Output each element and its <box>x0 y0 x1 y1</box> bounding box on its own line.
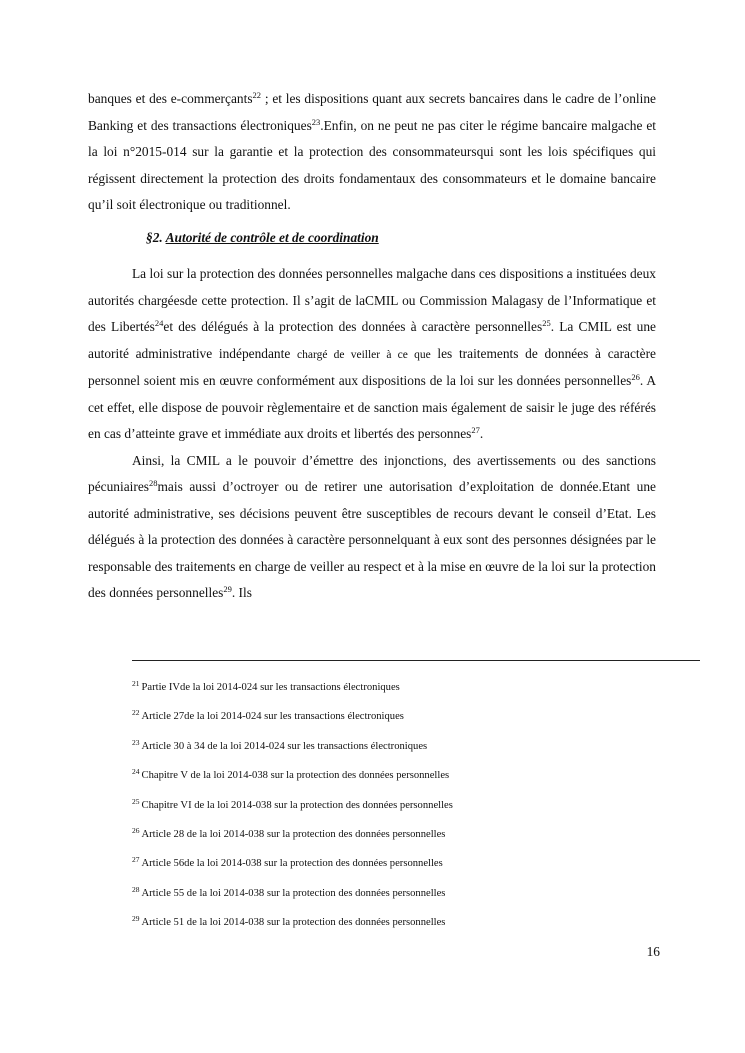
text-run: . Ils <box>231 585 252 600</box>
text-run: banques et des e-commerçants <box>88 91 253 106</box>
footnote-number: 24 <box>132 767 140 777</box>
footnote-text: Article 28 de la loi 2014-038 sur la protection des données personnelles <box>141 828 446 840</box>
section-number: §2. <box>146 229 166 245</box>
text-run: . La CMIL est une autorité administrative indépendante <box>88 319 656 361</box>
text-run: ; et les dispositions quant aux secrets bancaires dans le cadre de l’online Banking et des transactions électroniques <box>88 91 656 133</box>
footnote-text: Article 30 à 34 de la loi 2014-024 sur les transactions électroniques <box>141 740 428 752</box>
footnote-number: 26 <box>132 825 140 835</box>
body-text <box>88 86 656 607</box>
footnote-ref: 26 <box>631 372 640 382</box>
text-run: mais aussi d’octroyer ou de retirer une autorisation d’exploitation de donnée.Etant une autorité administrative, ses décisions peuvent être susceptibles de recours devant le conseil d’Etat. Les délégués à la protection des données à caractère personnelquant à eux sont des personnes désignées par le responsable des traitements en charge de veiller au respect et à la mise en œuvre de la loi sur la protection des données personnelles <box>88 479 656 600</box>
paragraph-1 <box>88 86 656 219</box>
footnote-number: 23 <box>132 737 140 747</box>
footnote <box>132 916 692 945</box>
footnote-number: 28 <box>132 884 140 894</box>
footnote <box>132 681 692 710</box>
footnote-number: 29 <box>132 914 140 924</box>
paragraph-2 <box>88 261 656 448</box>
footnote-number: 22 <box>132 708 140 718</box>
text-run: et des délégués à la protection des données à caractère personnelles <box>163 319 543 334</box>
text-run: . A cet effet, elle dispose de pouvoir règlementaire et de sanction mais également de saisir le juge des référés en cas d’atteinte grave et immédiate aux droits et libertés des personnes <box>88 373 656 441</box>
footnote <box>132 737 692 769</box>
footnote-number: 25 <box>132 796 140 806</box>
footnote-text: Article 51 de la loi 2014-038 sur la protection des données personnelles <box>141 917 446 929</box>
footnote <box>132 769 692 798</box>
footnote-ref: 22 <box>252 90 262 100</box>
footnotes <box>132 681 692 946</box>
text-run-small: chargé de veiller à ce que <box>296 348 431 361</box>
section-title: Autorité de contrôle et de coordination <box>165 229 379 245</box>
footnote-text: Partie IVde la loi 2014-024 sur les transactions électroniques <box>141 682 400 693</box>
section-heading <box>88 225 656 252</box>
footnote-number: 27 <box>132 855 140 865</box>
footnote-ref: 24 <box>154 318 164 328</box>
footnote <box>132 884 692 916</box>
footnote-number: 21 <box>132 679 140 688</box>
page-number: 16 <box>646 944 660 959</box>
footnote <box>132 825 692 857</box>
footnote <box>132 710 692 739</box>
footnote-ref: 27 <box>471 425 480 435</box>
footnote <box>132 796 692 828</box>
text-run: Ainsi, la CMIL a le pouvoir d’émettre des injonctions, des avertissements ou des sanctions pécuniaires <box>88 452 656 494</box>
text-run: .Enfin, on ne peut ne pas citer le régime bancaire malgache et la loi n°2015-014 sur la garantie et la protection des consommateursqui sont les lois spécifiques qui régissent directement la protection des droits fondamentaux des consommateurs et le domaine bancaire qu’il soit électronique ou traditionnel. <box>88 117 656 212</box>
paragraph-3 <box>88 448 656 607</box>
footnote <box>132 857 692 886</box>
footnote-separator <box>132 660 700 661</box>
footnote-ref: 23 <box>311 116 321 127</box>
footnote-text: Chapitre VI de la loi 2014-038 sur la protection des données personnelles <box>141 799 453 811</box>
text-run: La loi sur la protection des données personnelles malgache dans ces dispositions a instituées deux autorités chargéesde cette protection. Il s’agit de laCMIL ou Commission Malagasy de l’Informatique et des Libertés <box>88 266 656 334</box>
footnote-text: Article 27de la loi 2014-024 sur les transactions électroniques <box>141 711 404 723</box>
footnote-text: Article 55 de la loi 2014-038 sur la protection des données personnelles <box>141 887 446 899</box>
text-run: . <box>479 426 484 441</box>
footnote-ref: 29 <box>223 584 232 594</box>
footnote-text: Article 56de la loi 2014-038 sur la protection des données personnelles <box>141 858 443 870</box>
footnote-ref: 28 <box>148 478 158 488</box>
text-run: les traitements de données à caractère personnel soient mis en œuvre conformément aux dispositions de la loi sur les données personnelles <box>88 345 656 388</box>
footnote-ref: 25 <box>542 318 551 328</box>
footnote-text: Chapitre V de la loi 2014-038 sur la protection des données personnelles <box>141 770 450 782</box>
